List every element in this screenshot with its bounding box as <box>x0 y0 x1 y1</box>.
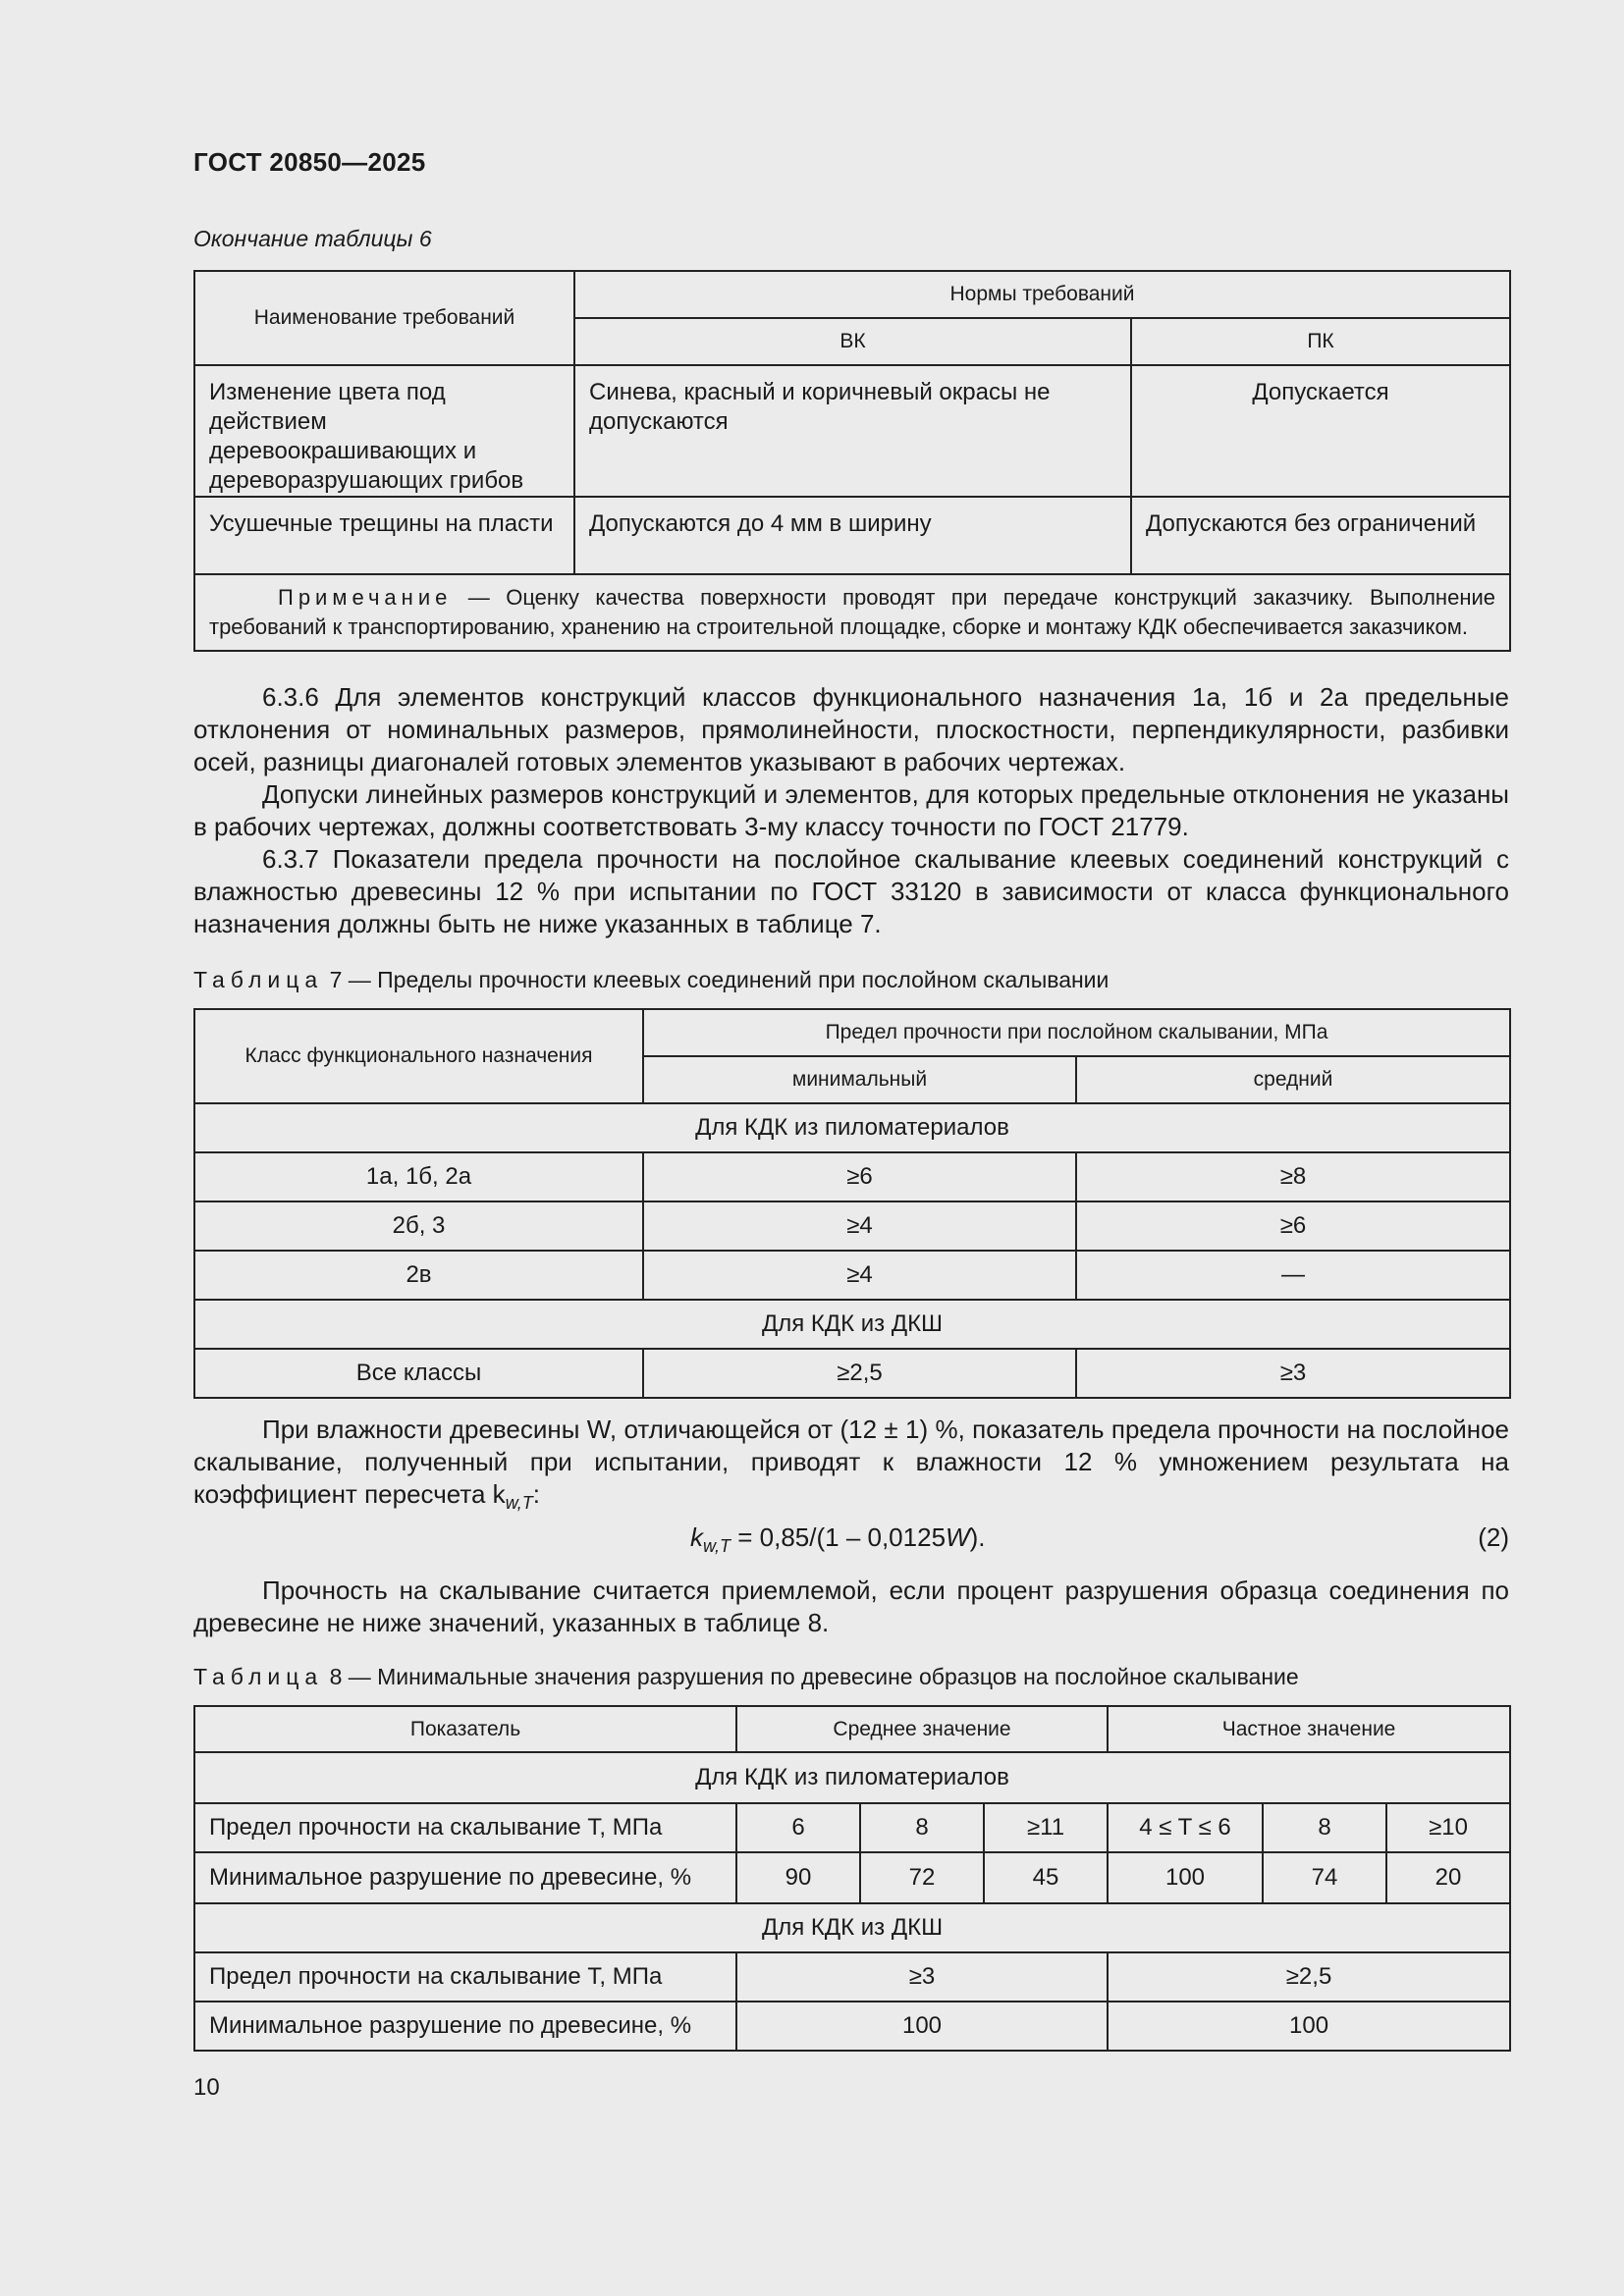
formula-2 <box>193 1522 1509 1558</box>
paragraph: Прочность на скалывание считается приемлемой, если процент разрушения образца соединения по древесине не ниже значений, указанных в таблице 8. <box>193 1575 1509 1637</box>
t7-head-class: Класс функционального назначения <box>194 1009 643 1103</box>
formula-number: (2) <box>1478 1522 1509 1552</box>
t7-head-min: минимальный <box>643 1056 1076 1103</box>
table-6 <box>193 270 1511 652</box>
t7-cell-min: ≥2,5 <box>643 1349 1076 1398</box>
formula-k: k <box>690 1522 703 1552</box>
note-text: — Оценку качества поверхности проводят при передаче конструкций заказчику. Выполнение требований к транспортированию, хранению на строительной площадке, сборке и монтажу КДК обеспечивается заказчиком. <box>209 585 1495 639</box>
t8-cell: 6 <box>736 1803 860 1852</box>
coefficient-subscript: w,T <box>505 1493 533 1514</box>
t7-group-lumber: Для КДК из пиломатериалов <box>194 1103 1510 1152</box>
t6-head-name: Наименование требований <box>194 271 574 365</box>
note-label: Примечание <box>278 585 453 610</box>
t8-cell: 20 <box>1386 1852 1510 1903</box>
t7-cell-avg: ≥8 <box>1076 1152 1510 1201</box>
t8-cell: 8 <box>860 1803 984 1852</box>
t8-cell: 72 <box>860 1852 984 1903</box>
t7-cell-class: 2в <box>194 1251 643 1300</box>
t7-cell-class: Все классы <box>194 1349 643 1398</box>
table7-caption-label: Таблица <box>193 967 324 992</box>
formula-w: W <box>946 1522 970 1552</box>
table-row <box>194 1201 1510 1251</box>
table-row <box>194 2002 1510 2051</box>
table-row <box>194 1349 1510 1398</box>
table-row <box>194 1952 1510 2002</box>
table-note-row <box>194 574 1510 651</box>
t8-head-indicator: Показатель <box>194 1706 736 1752</box>
t8-head-average: Среднее значение <box>736 1706 1108 1752</box>
t7-cell-avg: — <box>1076 1251 1510 1300</box>
table-row <box>194 1251 1510 1300</box>
t8-row-label: Минимальное разрушение по древесине, % <box>194 1852 736 1903</box>
table7-caption-text: 7 — Пределы прочности клеевых соединений при послойном скалывании <box>323 967 1110 992</box>
t7-head-limit: Предел прочности при послойном скалывании, МПа <box>643 1009 1510 1056</box>
t8-cell: 8 <box>1263 1803 1386 1852</box>
t8-cell: 4 ≤ T ≤ 6 <box>1108 1803 1263 1852</box>
paragraph <box>193 1414 1509 1520</box>
t8-cell: ≥11 <box>984 1803 1108 1852</box>
paragraph: 6.3.6 Для элементов конструкций классов функционального назначения 1а, 1б и 2а предельные отклонения от номинальных размеров, прямолинейности, плоскостности, перпендикулярности, разбивки осей, разницы диагоналей готовых элементов указывают в рабочих чертежах. <box>193 682 1509 776</box>
standard-header: ГОСТ 20850—2025 <box>193 147 426 177</box>
table-7 <box>193 1008 1511 1399</box>
t6-cell-name: Усушечные трещины на пласти <box>194 497 574 574</box>
t6-cell-vk: Синева, красный и коричневый окрасы не допускаются <box>574 365 1131 497</box>
t8-cell: 100 <box>1108 2002 1510 2051</box>
t8-group-lvl: Для КДК из ДКШ <box>194 1903 1510 1952</box>
t7-head-avg: средний <box>1076 1056 1510 1103</box>
table-row <box>194 1803 1510 1852</box>
t8-cell: 100 <box>736 2002 1108 2051</box>
t6-cell-pk: Допускается <box>1131 365 1510 497</box>
t8-cell: 74 <box>1263 1852 1386 1903</box>
t8-head-partial: Частное значение <box>1108 1706 1510 1752</box>
t8-cell: ≥2,5 <box>1108 1952 1510 2002</box>
table8-caption-label: Таблица <box>193 1664 324 1689</box>
strength-paragraph <box>193 1575 1509 1639</box>
t6-cell-name: Изменение цвета под действием деревоокрашивающих и дереворазрушающих грибов <box>194 365 574 497</box>
t7-cell-class: 2б, 3 <box>194 1201 643 1251</box>
t7-cell-min: ≥4 <box>643 1251 1076 1300</box>
t7-cell-avg: ≥6 <box>1076 1201 1510 1251</box>
t7-cell-min: ≥4 <box>643 1201 1076 1251</box>
t7-cell-class: 1а, 1б, 2а <box>194 1152 643 1201</box>
formula-expression <box>690 1522 985 1557</box>
t8-row-label: Предел прочности на скалывание T, МПа <box>194 1952 736 2002</box>
t8-cell: ≥3 <box>736 1952 1108 2002</box>
t8-cell: 90 <box>736 1852 860 1903</box>
table-row <box>194 497 1510 574</box>
t7-cell-min: ≥6 <box>643 1152 1076 1201</box>
table-row <box>194 1852 1510 1903</box>
t8-cell: 100 <box>1108 1852 1263 1903</box>
t8-row-label: Минимальное разрушение по древесине, % <box>194 2002 736 2051</box>
formula-subscript: w,T <box>703 1536 731 1557</box>
t8-cell: ≥10 <box>1386 1803 1510 1852</box>
table6-continuation-caption: Окончание таблицы 6 <box>193 226 432 251</box>
moisture-paragraph <box>193 1414 1509 1520</box>
section-6-3-6-text <box>193 681 1509 940</box>
t6-head-pk: ПК <box>1131 318 1510 365</box>
paragraph: 6.3.7 Показатели предела прочности на послойное скалывание клеевых соединений конструкций с влажностью древесины 12 % при испытании по ГОСТ 33120 в зависимости от класса функционального назначения должны быть не ниже указанных в таблице 7. <box>193 844 1509 938</box>
table8-caption-text: 8 — Минимальные значения разрушения по древесине образцов на послойное скалывание <box>323 1664 1299 1689</box>
t8-group-lumber: Для КДК из пиломатериалов <box>194 1752 1510 1803</box>
t6-note <box>194 574 1510 651</box>
moisture-text-end: : <box>532 1479 540 1509</box>
table-8 <box>193 1705 1511 2052</box>
moisture-text: При влажности древесины W, отличающейся от (12 ± 1) %, показатель предела прочности на послойное скалывание, полученный при испытании, приводят к влажности 12 % умножением результата на коэффициент пересчета k <box>193 1415 1509 1509</box>
paragraph: Допуски линейных размеров конструкций и элементов, для которых предельные отклонения не указаны в рабочих чертежах, должны соответствовать 3-му классу точности по ГОСТ 21779. <box>193 779 1509 841</box>
t7-group-lvl: Для КДК из ДКШ <box>194 1300 1510 1349</box>
t7-cell-avg: ≥3 <box>1076 1349 1510 1398</box>
formula-tail: ). <box>969 1522 986 1552</box>
t8-row-label: Предел прочности на скалывание T, МПа <box>194 1803 736 1852</box>
t6-cell-pk: Допускаются без ограничений <box>1131 497 1510 574</box>
table-row <box>194 1152 1510 1201</box>
t6-head-vk: ВК <box>574 318 1131 365</box>
table-row <box>194 365 1510 497</box>
t6-head-norms: Нормы требований <box>574 271 1510 318</box>
t6-cell-vk: Допускаются до 4 мм в ширину <box>574 497 1131 574</box>
table7-caption <box>193 967 1109 993</box>
formula-body: = 0,85/(1 – 0,0125 <box>731 1522 947 1552</box>
t8-cell: 45 <box>984 1852 1108 1903</box>
page-number: 10 <box>193 2074 220 2101</box>
table8-caption <box>193 1664 1299 1690</box>
